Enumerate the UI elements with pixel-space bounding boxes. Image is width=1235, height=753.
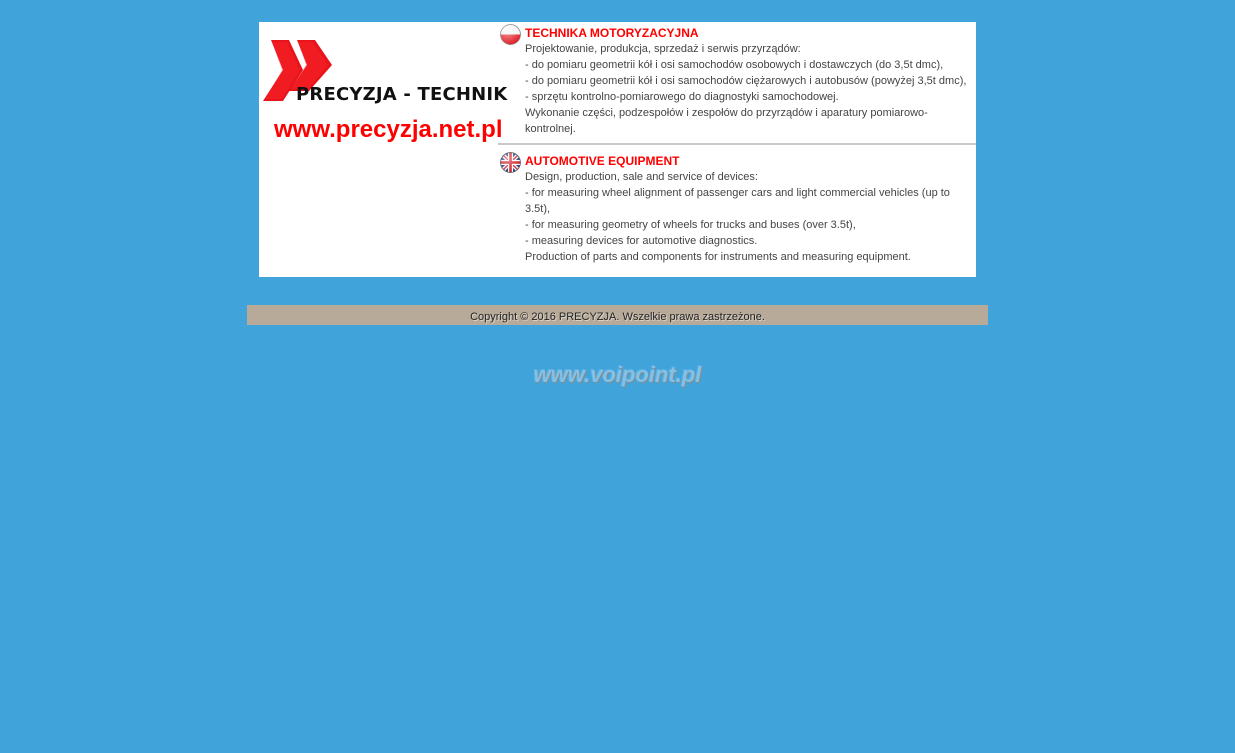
section-english-title: AUTOMOTIVE EQUIPMENT: [525, 154, 680, 168]
site-url-link[interactable]: www.precyzja.net.pl: [274, 116, 503, 143]
logo-brand-text: PRECYZJA - TECHNIK: [296, 84, 508, 105]
poland-flag-icon[interactable]: [500, 24, 521, 45]
section-line: Production of parts and components for instruments and measuring equipment.: [525, 251, 911, 263]
section-english-content: [525, 153, 970, 265]
uk-flag-icon[interactable]: [500, 152, 521, 173]
section-english-lines: [525, 169, 970, 265]
section-line: - measuring devices for automotive diagnostics.: [525, 235, 758, 247]
section-polish-lines: [525, 41, 970, 137]
section-line: - do pomiaru geometrii kół i osi samochodów osobowych i dostawczych (do 3,5t dmc),: [525, 59, 944, 71]
copyright-text: Copyright © 2016 PRECYZJA. Wszelkie prawa zastrzeżone.: [470, 311, 765, 323]
section-line: Wykonanie części, podzespołów i zespołów do przyrządów i aparatury pomiarowo-kontrolnej.: [525, 107, 928, 135]
section-polish-content: [525, 25, 970, 137]
section-line: - do pomiaru geometrii kół i osi samochodów ciężarowych i autobusów (powyżej 3,5t dmc),: [525, 75, 967, 87]
section-line: - for measuring wheel alignment of passenger cars and light commercial vehicles (up to 3.5t),: [525, 187, 950, 215]
logo-area[interactable]: [259, 22, 508, 277]
section-english: [498, 150, 976, 277]
section-line: - for measuring geometry of wheels for trucks and buses (over 3.5t),: [525, 219, 856, 231]
footer-bar: [247, 305, 988, 325]
main-panel: [259, 22, 976, 277]
section-polish: [498, 22, 976, 145]
voipoint-link[interactable]: www.voipoint.pl: [533, 362, 702, 387]
section-line: Design, production, sale and service of devices:: [525, 171, 758, 183]
section-line: - sprzętu kontrolno-pomiarowego do diagnostyki samochodowej.: [525, 91, 839, 103]
section-line: Projektowanie, produkcja, sprzedaż i serwis przyrządów:: [525, 43, 801, 55]
section-polish-title: TECHNIKA MOTORYZACYJNA: [525, 26, 699, 40]
